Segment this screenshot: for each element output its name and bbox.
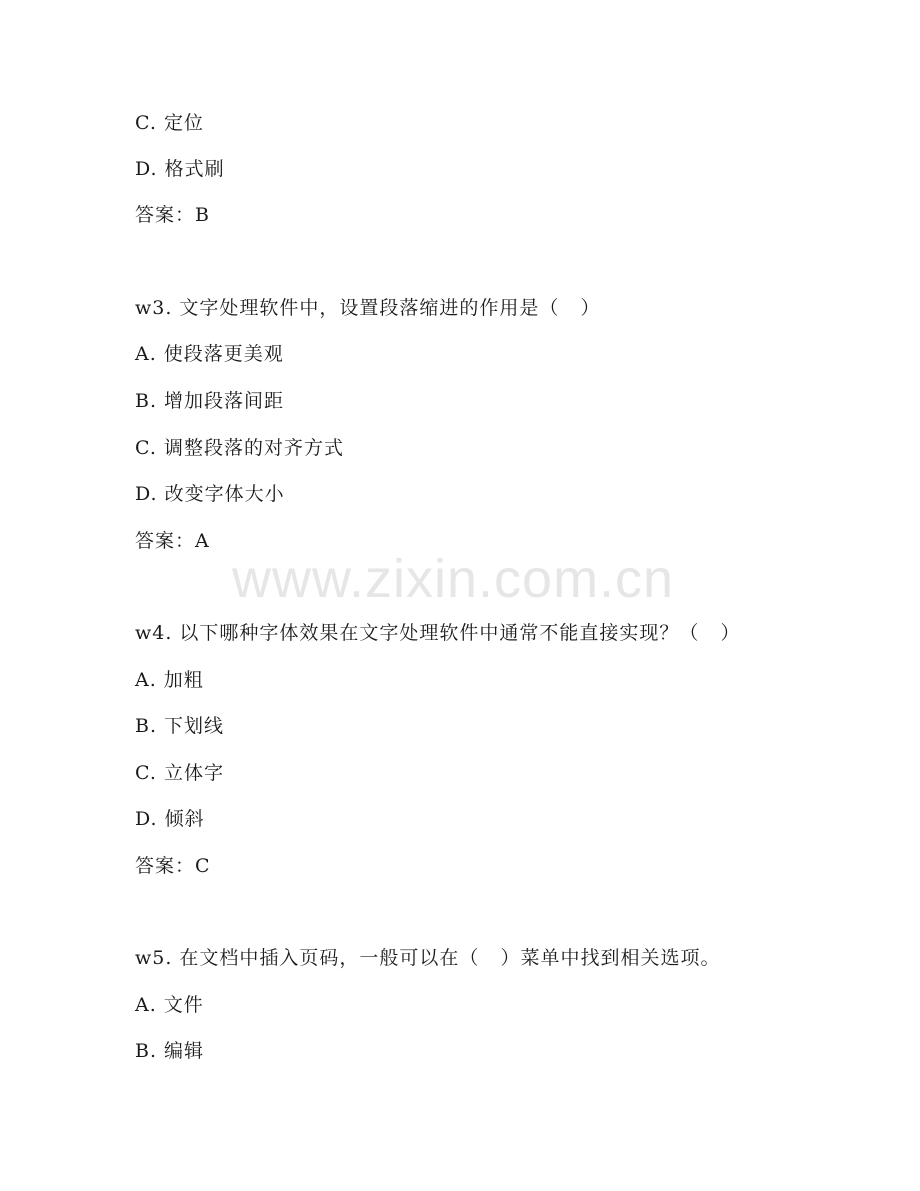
question-w4: w4. 以下哪种字体效果在文字处理软件中通常不能直接实现？（ ） <box>135 622 741 644</box>
option-d: D. 倾斜 <box>135 808 205 830</box>
option-a: A. 加粗 <box>135 669 204 691</box>
option-d: D. 改变字体大小 <box>135 483 285 505</box>
answer: 答案：B <box>135 204 210 226</box>
option-b: B. 增加段落间距 <box>135 390 285 412</box>
option-c: C. 定位 <box>135 112 204 134</box>
option-b: B. 下划线 <box>135 715 225 737</box>
option-d: D. 格式刷 <box>135 158 225 180</box>
question-w3: w3. 文字处理软件中，设置段落缩进的作用是（ ） <box>135 297 601 319</box>
answer: 答案：A <box>135 530 210 552</box>
option-c: C. 调整段落的对齐方式 <box>135 437 344 459</box>
watermark: www.zixin.com.cn <box>232 549 675 609</box>
question-w5: w5. 在文档中插入页码，一般可以在（ ）菜单中找到相关选项。 <box>135 947 721 969</box>
option-b: B. 编辑 <box>135 1040 205 1062</box>
option-a: A. 使段落更美观 <box>135 343 284 365</box>
option-c: C. 立体字 <box>135 762 224 784</box>
option-a: A. 文件 <box>135 994 204 1016</box>
answer: 答案：C <box>135 855 211 877</box>
